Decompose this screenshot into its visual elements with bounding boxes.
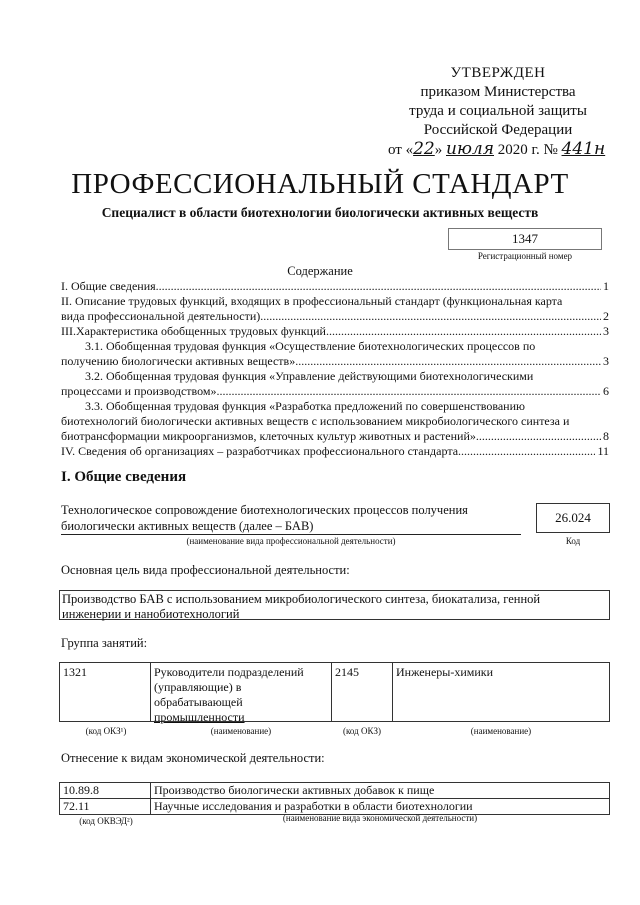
- econ-name-1: Производство биологически активных добавок к пище: [150, 782, 610, 799]
- econ-code-2: 72.11: [59, 798, 151, 815]
- approval-block: [378, 64, 618, 160]
- group-code-cell-1: 1321: [59, 662, 151, 722]
- econ-name-caption: (наименование вида экономической деятельности): [282, 813, 478, 823]
- activity-caption: (наименование вида профессиональной деятельности): [186, 536, 396, 546]
- approval-date-line: от «22» июля 2020 г. № 441н: [388, 139, 606, 159]
- group-name-cell-1: Руководители подразделений (управляющие) в обрабатывающей промышленности: [150, 662, 332, 722]
- registration-number-label: Регистрационный номер: [477, 251, 573, 261]
- toc-entry-3-2[interactable]: 3.2. Обобщенная трудовая функция «Управление действующими биотехнологическими процессами и производством» ..... 6: [61, 369, 609, 399]
- page-subtitle: Специалист в области биотехнологии биологически активных веществ: [101, 205, 539, 220]
- activity-code-box: 26.024: [536, 503, 610, 533]
- toc-entry-3-3[interactable]: 3.3. Обобщенная трудовая функция «Разработка предложений по совершенствованию биотехнологий биологически активных веществ с использованием микробиологического синтеза и биотрансформации микроорганизмов, клеточных культур животных и растений» ..... 8: [61, 399, 609, 444]
- group-name-caption-1: (наименование): [210, 726, 272, 736]
- group-name-cell-2: Инженеры-химики: [392, 662, 610, 722]
- goal-label: Основная цель вида профессиональной деятельности:: [61, 563, 350, 577]
- approval-day: 22: [413, 139, 435, 159]
- toc-entry-ii[interactable]: II. Описание трудовых функций, входящих в профессиональный стандарт (функциональная карта вида профессиональной деятельности) ..... 2: [61, 294, 609, 324]
- group-name-caption-2: (наименование): [470, 726, 532, 736]
- toc-entry-iv[interactable]: IV. Сведения об организациях – разработчиках профессионального стандарта ..... 11: [61, 444, 609, 459]
- goal-box: Производство БАВ с использованием микробиологического синтеза, биокатализа, генной инженерии и нанобиотехнологий: [59, 590, 610, 620]
- approval-number: 441н: [561, 139, 606, 159]
- toc-entry-i[interactable]: I. Общие сведения ..... 1: [61, 279, 609, 294]
- table-of-contents: [61, 279, 609, 459]
- registration-number-box: 1347: [448, 228, 602, 250]
- econ-label: Отнесение к видам экономической деятельности:: [61, 751, 325, 765]
- group-code-caption-1: (код ОКЗ¹): [85, 726, 127, 736]
- econ-code-caption: (код ОКВЭД²): [79, 816, 133, 826]
- toc-entry-3-1[interactable]: 3.1. Обобщенная трудовая функция «Осуществление биотехнологических процессов по получению биологически активных веществ» ..... 3: [61, 339, 609, 369]
- section-heading: I. Общие сведения: [61, 469, 187, 485]
- group-code-cell-2: 2145: [331, 662, 393, 722]
- toc-entry-iii[interactable]: III.Характеристика обобщенных трудовых функций ..... 3: [61, 324, 609, 339]
- approval-line-order: приказом Министерства: [420, 84, 576, 100]
- econ-code-1: 10.89.8: [59, 782, 151, 799]
- page-title: ПРОФЕССИОНАЛЬНЫЙ СТАНДАРТ: [71, 168, 569, 200]
- approval-line-ministry: труда и социальной защиты: [409, 103, 587, 119]
- activity-name: Технологическое сопровождение биотехнологических процессов получения биологически активных веществ (далее – БАВ): [61, 503, 468, 533]
- activity-underline: [61, 534, 521, 535]
- econ-name-2: Научные исследования и разработки в области биотехнологии: [150, 798, 610, 815]
- group-code-caption-2: (код ОКЗ): [343, 726, 381, 736]
- approval-line-country: Российской Федерации: [423, 122, 573, 138]
- approval-heading: УТВЕРЖДЕН: [450, 65, 546, 81]
- approval-month: июля: [446, 139, 494, 159]
- toc-heading: Содержание: [287, 264, 353, 278]
- group-label: Группа занятий:: [61, 636, 148, 650]
- code-caption: Код: [565, 536, 581, 546]
